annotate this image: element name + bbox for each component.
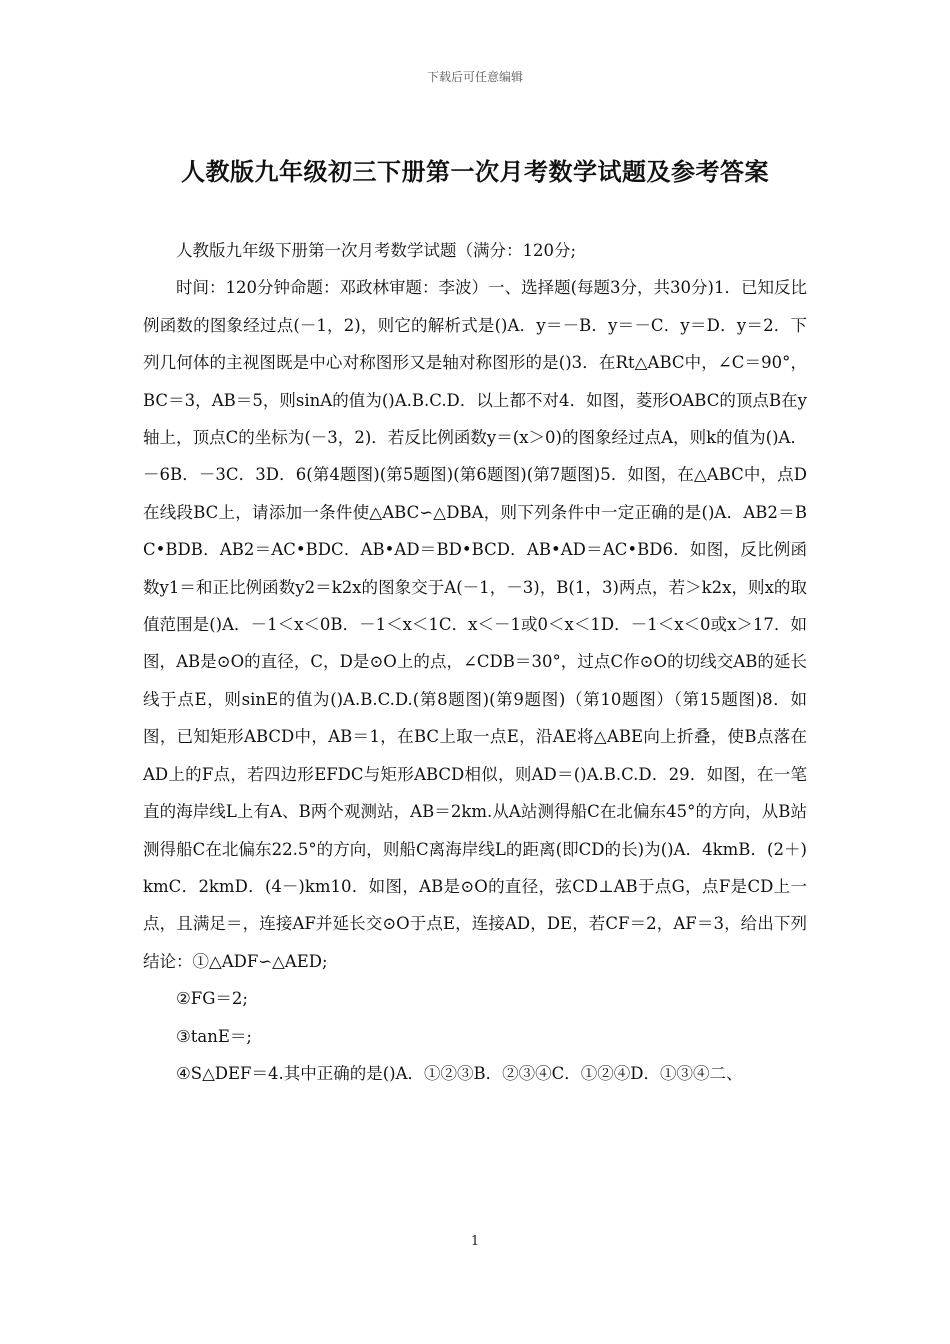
paragraph-exam-info: 人教版九年级下册第一次月考数学试题（满分：120分;: [176, 241, 577, 260]
document-title: 人教版九年级初三下册第一次月考数学试题及参考答案: [181, 158, 769, 186]
header-note: 下载后可任意编辑: [426, 70, 523, 84]
paragraph-questions: 时间：120分钟命题：邓政林审题：李波）一、选择题(每题3分，共30分)1．已知反比例函数的图象经过点(－1，2)，则它的解析式是()A．y＝－B．y＝－C．y＝D．y＝2．下列几何体的主视图既是中心对称图形又是轴对称图形的是()3．在Rt△ABC中，∠C＝90°，BC＝3，AB＝5，则sinA的值为()A.B.C.D．以上都不对4．如图，菱形OABC的顶点B在y轴上，顶点C的坐标为(－3，2)．若反比例函数y＝(x＞0)的图象经过点A，则k的值为()A．－6B．－3C．3D．6(第4题图)(第5题图)(第6题图)(第7题图)5．如图，在△ABC中，点D在线段BC上，请添加一条件使△ABC∽△DBA，则下列条件中一定正确的是()A．AB2＝BC•BDB．AB2＝AC•BDC．AB•AD＝BD•BCD．AB•AD＝AC•BD6．如图，反比例函数y1＝和正比例函数y2＝k2x的图象交于A(－1，－3)，B(1，3)两点，若＞k2x，则x的取值范围是()A．－1＜x＜0B．－1＜x＜1C．x＜－1或0＜x＜1D．－1＜x＜0或x＞17．如图，AB是⊙O的直径，C，D是⊙O上的点，∠CDB＝30°，过点C作⊙O的切线交AB的延长线于点E，则sinE的值为()A.B.C.D.(第8题图)(第9题图)（第10题图）（第15题图)8．如图，已知矩形ABCD中，AB＝1，在BC上取一点E，沿AE将△ABE向上折叠，使B点落在AD上的F点，若四边形EFDC与矩形ABCD相似，则AD＝()A.B.C.D．29．如图，在一笔直的海岸线L上有A、B两个观测站，AB＝2km.从A站测得船C在北偏东45°的方向，从B站测得船C在北偏东22.5°的方向，则船C离海岸线L的距离(即CD的长)为()A．4kmB．(2＋)kmC．2kmD．(4－)km10．如图，AB是⊙O的直径，弦CD⊥AB于点G，点F是CD上一点，且满足＝，连接AF并延长交⊙O于点E，连接AD，DE，若CF＝2，AF＝3，给出下列结论：①△ADF∽△AED;: [143, 278, 807, 971]
paragraph-conclusion-3: ③tanE＝;: [176, 1026, 252, 1046]
paragraph-conclusion-2: ②FG＝2;: [176, 989, 248, 1009]
paragraph-conclusion-4: ④S△DEF＝4.其中正确的是()A．①②③B．②③④C．①②④D．①③④二、: [176, 1063, 743, 1083]
document-body: [143, 232, 807, 1092]
page-number: 1: [470, 1234, 480, 1249]
